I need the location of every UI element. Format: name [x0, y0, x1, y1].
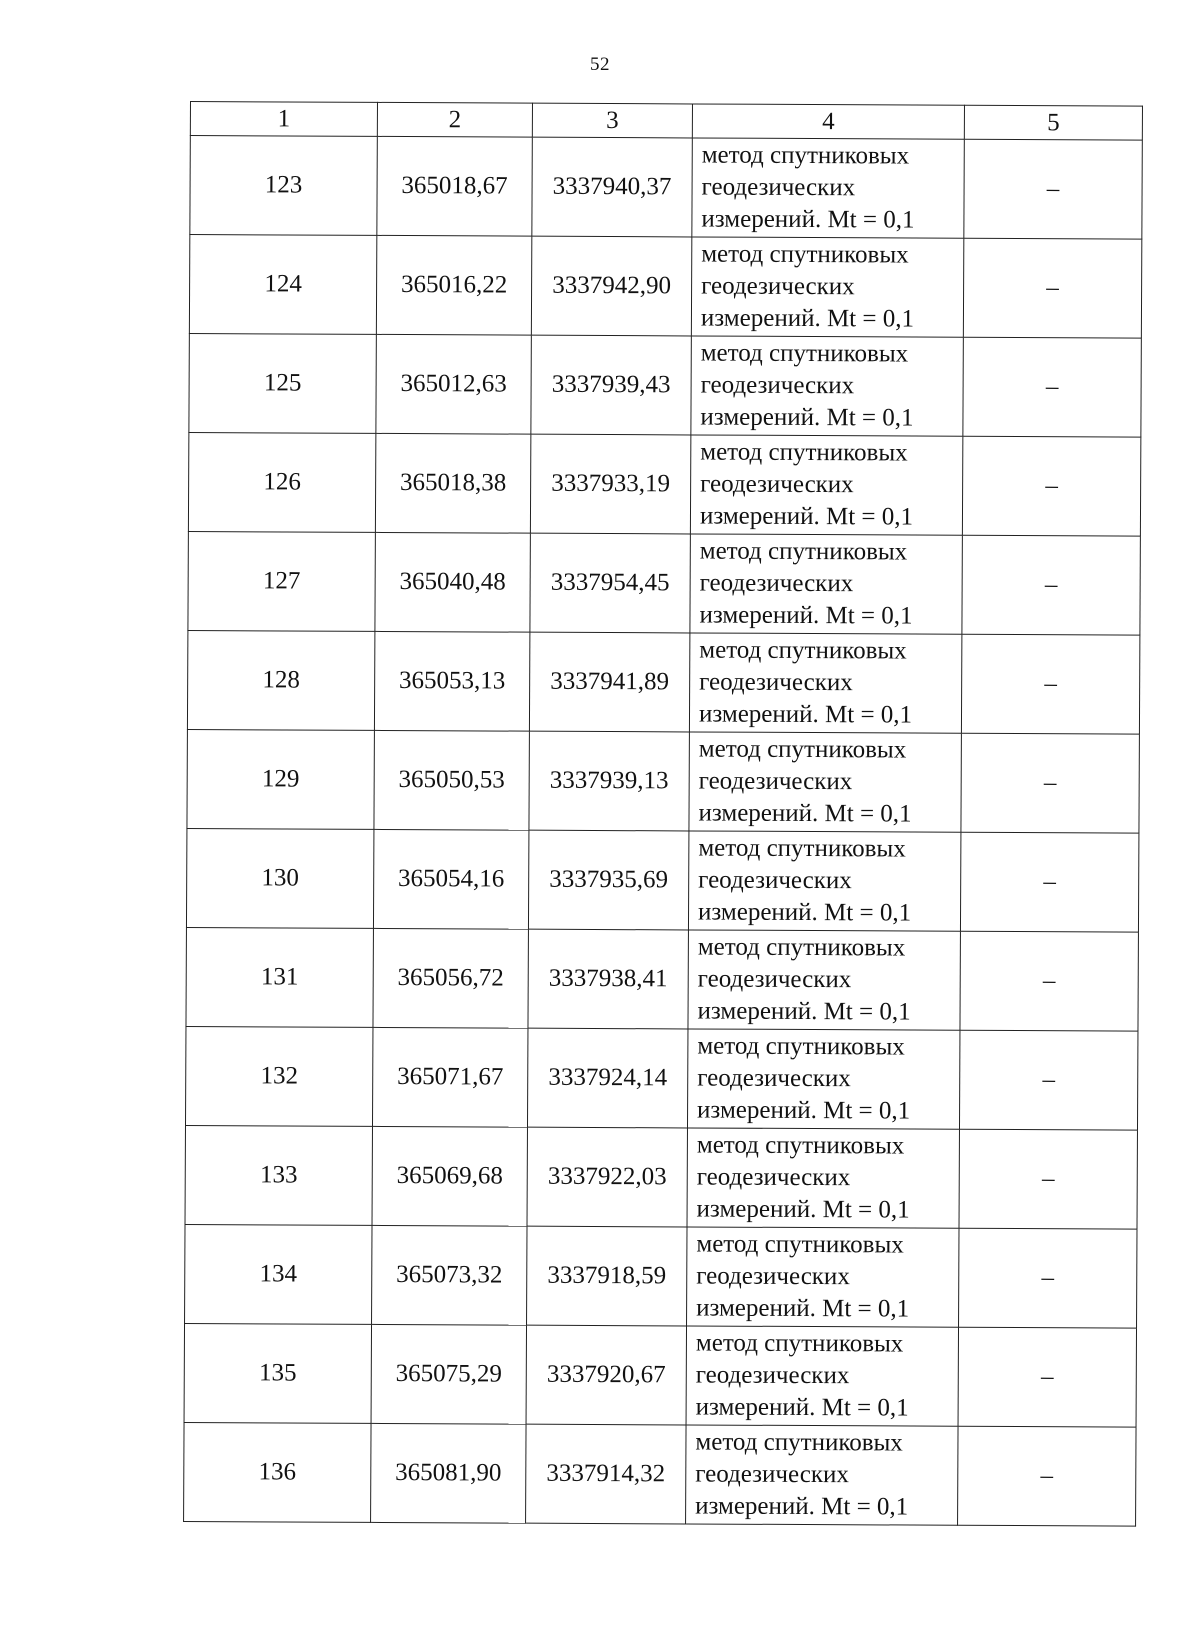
table-body [184, 136, 1143, 1527]
y-coordinate-cell: 3337922,03 [527, 1127, 687, 1227]
method-line: метод спутниковых [695, 1329, 904, 1358]
method-description-cell [690, 534, 962, 634]
x-coordinate-cell: 365040,48 [375, 532, 530, 632]
method-line: измерений. Mt = 0,1 [698, 799, 912, 828]
x-coordinate-cell: 365054,16 [373, 829, 528, 929]
table-row [190, 136, 1142, 240]
method-line: измерений. Mt = 0,1 [699, 502, 914, 531]
table-row [187, 630, 1139, 734]
page-number: 52 [590, 54, 610, 75]
method-description-cell [686, 1425, 958, 1525]
x-coordinate-cell: 365081,90 [371, 1423, 526, 1523]
method-line: геодезических [695, 1460, 849, 1489]
note-cell: – [962, 535, 1140, 635]
note-cell: – [962, 436, 1140, 536]
coordinates-table [183, 101, 1143, 1527]
x-coordinate-cell: 365073,32 [372, 1225, 527, 1325]
point-number-cell: 136 [184, 1422, 371, 1522]
note-cell: – [959, 1129, 1137, 1229]
point-number-cell: 124 [189, 235, 376, 335]
point-number-cell: 129 [187, 729, 374, 829]
note-cell: – [960, 832, 1138, 932]
y-coordinate-cell: 3337939,43 [531, 335, 691, 435]
table-row [188, 531, 1140, 635]
method-description-cell [691, 336, 963, 436]
table-row [185, 1125, 1137, 1229]
x-coordinate-cell: 365053,13 [374, 631, 529, 731]
y-coordinate-cell: 3337933,19 [530, 434, 690, 534]
y-coordinate-cell: 3337941,89 [529, 632, 689, 732]
method-description-cell [687, 1227, 959, 1327]
method-line: геодезических [699, 668, 853, 697]
method-line: геодезических [700, 470, 854, 499]
point-number-cell: 123 [190, 136, 377, 236]
method-description-cell [686, 1326, 958, 1426]
method-description-cell [692, 138, 964, 238]
method-line: метод спутниковых [698, 735, 907, 764]
note-cell: – [963, 238, 1141, 338]
method-line: метод спутниковых [699, 636, 907, 665]
y-coordinate-cell: 3337939,13 [529, 731, 689, 831]
y-coordinate-cell: 3337940,37 [532, 137, 692, 237]
method-line: геодезических [699, 569, 854, 598]
point-number-cell: 130 [186, 828, 373, 928]
table-row [186, 927, 1138, 1031]
header-col-4: 4 [692, 104, 964, 139]
method-line: метод спутниковых [700, 438, 908, 467]
point-number-cell: 134 [185, 1224, 372, 1324]
method-description-cell [687, 1128, 959, 1228]
y-coordinate-cell: 3337914,32 [526, 1424, 686, 1524]
table-row [184, 1422, 1136, 1526]
method-line: метод спутниковых [701, 240, 909, 269]
header-col-1: 1 [190, 102, 377, 137]
note-cell: – [959, 1030, 1137, 1130]
method-line: измерений. Mt = 0,1 [700, 304, 915, 333]
method-line: измерений. Mt = 0,1 [698, 700, 913, 729]
method-line: геодезических [700, 371, 855, 400]
header-col-3: 3 [532, 103, 692, 138]
note-cell: – [964, 139, 1142, 239]
table-row [185, 1224, 1137, 1328]
table-row [188, 432, 1140, 536]
method-line: метод спутниковых [697, 1032, 905, 1061]
y-coordinate-cell: 3337954,45 [530, 533, 690, 633]
point-number-cell: 132 [185, 1026, 372, 1126]
method-line: геодезических [701, 173, 856, 202]
method-description-cell [691, 237, 963, 337]
method-description-cell [690, 435, 962, 535]
method-line: измерений. Mt = 0,1 [695, 1492, 909, 1521]
method-line: геодезических [696, 1262, 850, 1291]
table-row [189, 235, 1141, 339]
note-cell: – [958, 1426, 1136, 1526]
x-coordinate-cell: 365071,67 [372, 1027, 527, 1127]
note-cell: – [963, 337, 1141, 437]
method-description-cell [688, 930, 960, 1030]
method-line: метод спутниковых [700, 339, 909, 368]
point-number-cell: 133 [185, 1125, 372, 1225]
method-line: измерений. Mt = 0,1 [697, 1096, 911, 1125]
method-line: измерений. Mt = 0,1 [696, 1294, 910, 1323]
point-number-cell: 125 [189, 333, 376, 433]
y-coordinate-cell: 3337942,90 [531, 236, 691, 336]
method-line: измерений. Mt = 0,1 [700, 403, 914, 432]
y-coordinate-cell: 3337924,14 [527, 1028, 687, 1128]
method-line: геодезических [698, 866, 852, 895]
note-cell: – [961, 733, 1139, 833]
method-line: измерений. Mt = 0,1 [696, 1195, 910, 1224]
header-row [190, 102, 1142, 141]
method-line: измерений. Mt = 0,1 [697, 898, 912, 927]
method-line: геодезических [698, 767, 853, 796]
method-line: метод спутниковых [697, 933, 906, 962]
header-col-2: 2 [377, 102, 532, 137]
table-row [187, 729, 1139, 833]
table-row [186, 828, 1138, 932]
method-line: измерений. Mt = 0,1 [701, 205, 915, 234]
method-description-cell [689, 732, 961, 832]
note-cell: – [960, 931, 1138, 1031]
method-line: метод спутниковых [696, 1230, 904, 1259]
x-coordinate-cell: 365018,67 [377, 136, 532, 236]
method-description-cell [688, 831, 960, 931]
note-cell: – [959, 1228, 1137, 1328]
point-number-cell: 128 [187, 630, 374, 730]
method-line: геодезических [695, 1361, 850, 1390]
method-line: метод спутниковых [696, 1131, 905, 1160]
method-line: метод спутниковых [695, 1428, 903, 1457]
method-description-cell [687, 1029, 959, 1129]
point-number-cell: 127 [188, 531, 375, 631]
method-line: измерений. Mt = 0,1 [697, 997, 911, 1026]
x-coordinate-cell: 365016,22 [376, 235, 531, 335]
method-line: геодезических [701, 272, 855, 301]
method-line: метод спутниковых [701, 141, 910, 170]
method-line: метод спутниковых [699, 537, 908, 566]
method-line: геодезических [697, 1064, 851, 1093]
table-header [190, 102, 1142, 141]
method-line: измерений. Mt = 0,1 [699, 601, 913, 630]
method-line: метод спутниковых [698, 834, 906, 863]
method-line: измерений. Mt = 0,1 [695, 1393, 909, 1422]
table-row [184, 1323, 1136, 1427]
y-coordinate-cell: 3337935,69 [528, 830, 688, 930]
x-coordinate-cell: 365069,68 [372, 1126, 527, 1226]
x-coordinate-cell: 365056,72 [373, 928, 528, 1028]
y-coordinate-cell: 3337920,67 [526, 1325, 686, 1425]
point-number-cell: 126 [188, 432, 375, 532]
table-row [189, 333, 1141, 437]
method-line: геодезических [697, 965, 852, 994]
header-col-5: 5 [964, 105, 1142, 140]
x-coordinate-cell: 365075,29 [371, 1324, 526, 1424]
note-cell: – [961, 634, 1139, 734]
point-number-cell: 135 [184, 1323, 371, 1423]
method-description-cell [689, 633, 961, 733]
y-coordinate-cell: 3337938,41 [528, 929, 688, 1029]
x-coordinate-cell: 365018,38 [375, 433, 530, 533]
x-coordinate-cell: 365050,53 [374, 730, 529, 830]
x-coordinate-cell: 365012,63 [376, 334, 531, 434]
y-coordinate-cell: 3337918,59 [527, 1226, 687, 1326]
note-cell: – [958, 1327, 1136, 1427]
table-row [185, 1026, 1137, 1130]
point-number-cell: 131 [186, 927, 373, 1027]
method-line: геодезических [696, 1163, 851, 1192]
